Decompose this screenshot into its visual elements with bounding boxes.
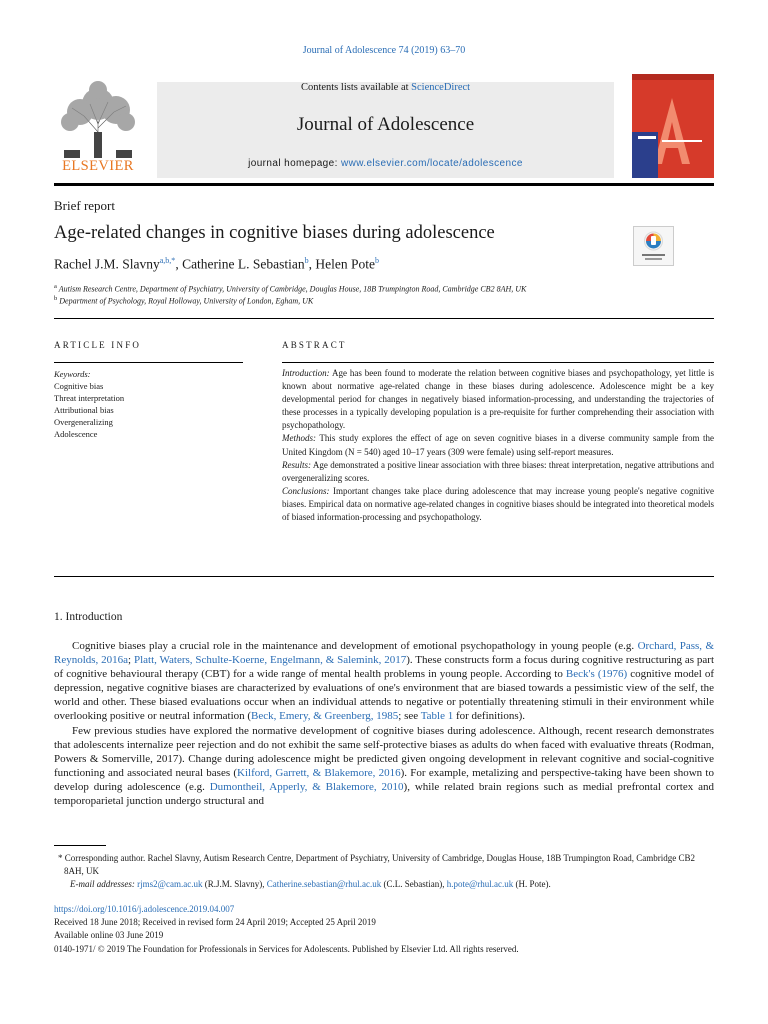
abstract-section	[282, 459, 714, 485]
email-line	[54, 878, 714, 891]
keywords-block	[54, 368, 244, 440]
abstract-text	[282, 367, 714, 524]
paragraph-text: ), while related brain regions such as medial prefrontal cortex and temporoparietal junction undergo structural and	[54, 780, 714, 808]
author-name: Catherine L. Sebastian	[182, 256, 305, 272]
abstract-label: Methods:	[282, 433, 316, 444]
article-info-heading: ARTICLE INFO	[54, 340, 142, 350]
divider	[54, 318, 714, 319]
copyright-line: 0140-1971/ © 2019 The Foundation for Professionals in Services for Adolescents. Published by Elsevier Ltd. All rights reserved.	[54, 943, 519, 954]
article-title: Age-related changes in cognitive biases during adolescence	[54, 223, 495, 243]
journal-citation[interactable]: Journal of Adolescence 74 (2019) 63–70	[302, 45, 466, 56]
journal-cover-icon[interactable]	[632, 74, 714, 178]
homepage-prefix: journal homepage:	[248, 158, 341, 169]
author-name: Helen Pote	[315, 256, 376, 272]
article-type: Brief report	[54, 198, 116, 213]
paragraph-text: ). For example, metalizing and perspective-taking have been shown to develop during adolescence (e.g.	[54, 766, 714, 793]
citation-link[interactable]: Dumontheil, Apperly, & Blakemore, 2010	[209, 780, 404, 793]
citation-link[interactable]: Kilford, Garrett, & Blakemore, 2016	[237, 766, 401, 779]
affiliation-text: Autism Research Centre, Department of Psychiatry, University of Cambridge, Douglas House, 18B Trumpington Road, Cambridge CB2 8AH, UK	[58, 284, 527, 294]
email-link[interactable]: rjms2@cam.ac.uk	[137, 879, 203, 889]
footnote	[54, 852, 714, 891]
footnote-rule	[54, 845, 106, 846]
abstract-label: Introduction:	[282, 368, 330, 378]
abstract-label: Results:	[282, 459, 311, 470]
citation-link[interactable]: Beck, Emery, & Greenberg, 1985	[251, 710, 399, 723]
online-date: Available online 03 June 2019	[54, 930, 164, 941]
author-separator: ,	[175, 256, 183, 272]
citation-link[interactable]: Platt, Waters, Schulte-Koerne, Engelmann, & Salemink, 2017	[133, 654, 407, 667]
abstract-section	[282, 485, 714, 524]
divider	[282, 362, 714, 363]
corresponding-author-note: * Corresponding author. Rachel Slavny, Autism Research Centre, Department of Psychiatry, University of Cambridge, Douglas House, 18B Trumpington Road, Cambridge CB2 8AH, UK	[58, 853, 696, 876]
keyword: Overgeneralizing	[54, 417, 113, 427]
email-label: E-mail addresses:	[70, 879, 135, 889]
paragraph-text: Few previous studies have explored the normative development of cognitive biases during adolescence. Although, recent research demonstrates that adolescents internalize peer rejection and do not exhibit the same self-protective biases as adults do when faced with evaluative threats (Rodman, Powers & Somerville, 2017). Change during adolescence might be predicted given ongoing development in relevant cognitive and social-cognitive functioning and associated neural bases (	[54, 724, 714, 779]
email-link[interactable]: h.pote@rhul.ac.uk	[446, 879, 514, 889]
journal-title: Journal of Adolescence	[296, 114, 475, 135]
abstract-body: Age has been found to moderate the relation between cognitive biases and psychopathology, yet little is known about normative age-related change in these biases during adolescence. Adolescence might be a key developmental period for changes in negatively biased information-processing, and understanding the trajectories of these processes in a typically developing population is a pre-requisite for further comprehending their association with psychopathology.	[282, 368, 714, 431]
author-marks[interactable]: b	[375, 256, 380, 265]
author-separator: ,	[308, 256, 316, 272]
keyword: Attributional bias	[54, 405, 114, 415]
publisher-wordmark: ELSEVIER	[62, 158, 134, 174]
affiliation	[54, 295, 313, 306]
contents-prefix: Contents lists available at	[300, 82, 412, 93]
citation-link[interactable]: Orchard, Pass, & Reynolds, 2016a	[54, 640, 715, 667]
email-link[interactable]: Catherine.sebastian@rhul.ac.uk	[266, 879, 382, 889]
body-text	[54, 639, 714, 808]
paragraph-text: for definitions).	[453, 710, 526, 723]
keyword: Threat interpretation	[54, 393, 125, 403]
affiliation-mark: a	[54, 283, 57, 290]
homepage-line	[157, 158, 614, 169]
abstract-body: This study explores the effect of age on seven cognitive biases in a diverse community sample from the United Kingdom (N = 540) aged 10–17 years (309 were female) using self-report measures.	[282, 433, 714, 457]
author-marks[interactable]: a,b,*	[159, 256, 176, 265]
homepage-link[interactable]: www.elsevier.com/locate/adolescence	[340, 158, 523, 169]
header-rule	[54, 183, 714, 186]
doi-link[interactable]: https://doi.org/10.1016/j.adolescence.2019.04.007	[54, 904, 235, 914]
section-heading: 1. Introduction	[54, 611, 123, 623]
email-owner: (R.J.M. Slavny),	[202, 879, 267, 889]
paragraph-text: cognitive model of depression, negative cognitive biases are characterized by evaluations of one's environment that are biased towards a pessimistic view of the self, the world and other. These biased evaluations occur when an individual attends to negative or potentially threatening stimuli in their environment while overlooking positive or neutral information (	[54, 668, 714, 723]
paragraph-text: ;	[128, 654, 134, 667]
keyword: Cognitive bias	[54, 381, 104, 391]
paragraph-text: ). These constructs form a focus during cognitive restructuring as part of cognitive behavioural therapy (CBT) for a wide range of mental health problems in young people. According to	[54, 654, 714, 681]
author-marks[interactable]: b	[304, 256, 309, 265]
paragraph-text: ; see	[398, 710, 421, 723]
abstract-section	[282, 367, 714, 432]
authors-line	[54, 256, 379, 273]
check-for-updates-icon[interactable]	[633, 226, 674, 266]
keywords-label: Keywords:	[54, 369, 91, 379]
contents-line	[157, 82, 614, 93]
email-owner: (C.L. Sebastian),	[381, 879, 447, 889]
keyword: Adolescence	[54, 429, 98, 439]
abstract-body: Important changes take place during adolescence that may increase young people's negative cognitive biases. Empirical data on normative age-related changes in cognitive biases should be integrated into theoretical models of biased information-processing and psychopathology.	[282, 485, 714, 523]
abstract-body: Age demonstrated a positive linear association with three biases: threat interpretation, negative attributions and overgeneralizing scores.	[282, 459, 714, 483]
divider	[54, 362, 243, 363]
citation-link[interactable]: Beck's (1976)	[565, 668, 628, 681]
paragraph	[54, 724, 714, 809]
paragraph-text: Cognitive biases play a crucial role in the maintenance and development of emotional psychopathology in young people (e.g.	[72, 640, 638, 652]
citation-link[interactable]: Table 1	[420, 710, 454, 723]
email-owner: (H. Pote).	[513, 879, 551, 889]
divider	[54, 576, 714, 577]
received-dates: Received 18 June 2018; Received in revised form 24 April 2019; Accepted 25 April 2019	[54, 917, 376, 928]
author-name: Rachel J.M. Slavny	[54, 256, 160, 272]
affiliation-mark: b	[54, 295, 58, 302]
affiliation	[54, 283, 526, 294]
abstract-label: Conclusions:	[282, 485, 330, 496]
abstract-section	[282, 432, 714, 458]
abstract-heading: ABSTRACT	[282, 340, 347, 350]
publication-info	[54, 903, 714, 956]
paragraph	[54, 639, 714, 724]
affiliation-text: Department of Psychology, Royal Holloway, University of London, Egham, UK	[59, 296, 314, 306]
sciencedirect-link[interactable]: ScienceDirect	[411, 82, 471, 93]
